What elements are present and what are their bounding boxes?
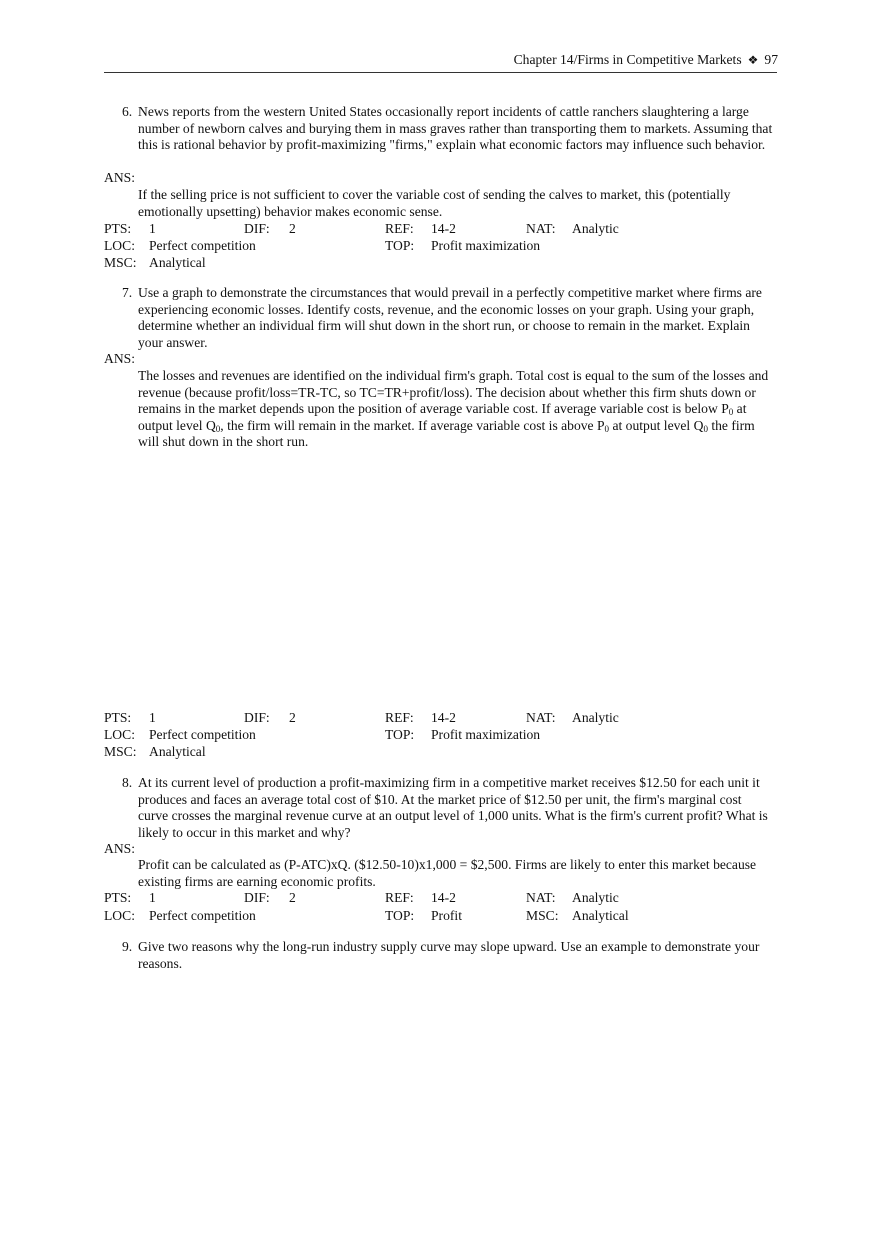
nat-value: Analytic (572, 710, 619, 725)
dif-value: 2 (289, 710, 296, 725)
loc-value: Perfect competition (149, 238, 256, 253)
subscript: 0 (728, 407, 734, 418)
loc-label: LOC: (104, 908, 135, 923)
meta-row (104, 890, 778, 907)
meta-row (104, 238, 778, 255)
meta-row (104, 221, 778, 238)
nat-value: Analytic (572, 890, 619, 905)
nat-label: NAT: (526, 890, 556, 905)
ref-label: REF: (385, 221, 414, 236)
answer-part: , the firm will remain in the market. If average variable cost is above P (220, 417, 605, 433)
dif-label: DIF: (244, 221, 270, 236)
pts-value: 1 (149, 890, 156, 905)
top-value: Profit maximization (431, 238, 541, 253)
page-header (104, 52, 778, 69)
pts-label: PTS: (104, 890, 132, 905)
nat-label: NAT: (526, 221, 556, 236)
pts-value: 1 (149, 710, 156, 725)
subscript: 0 (703, 423, 708, 434)
answer-text (138, 368, 774, 451)
chapter-title: Chapter 14/Firms in Competitive Markets (513, 52, 742, 67)
ref-label: REF: (385, 710, 414, 725)
meta-row (104, 255, 778, 272)
msc-value: Analytical (572, 908, 629, 923)
answer-text: If the selling price is not sufficient to cover the variable cost of sending the calves to market, this (potentially emotionally upsetting) behavior makes economic sense. (138, 187, 731, 219)
loc-value: Perfect competition (149, 908, 256, 923)
question-9 (122, 939, 774, 972)
nat-label: NAT: (526, 710, 556, 725)
dif-value: 2 (289, 890, 296, 905)
ref-value: 14-2 (431, 221, 456, 236)
ans-label: ANS: (104, 841, 135, 856)
dif-label: DIF: (244, 710, 270, 725)
page-number: 97 (764, 52, 778, 67)
top-value: Profit maximization (431, 727, 541, 742)
diamond-icon: ❖ (747, 53, 759, 67)
question-text: At its current level of production a profit-maximizing firm in a competitive market receives $12.50 for each unit it produces and faces an average total cost of $10. At the market price of $12.50 per unit, the firm's marginal cost curve crosses the marginal revenue curve at an output level of 1,000 units. What is the firm's current profit? What is likely to occur in this market and why? (138, 775, 768, 840)
loc-label: LOC: (104, 727, 135, 742)
answer-part: the firm will shut down in the short run. (138, 417, 755, 450)
question-number: 8. (122, 775, 133, 790)
meta-row (104, 710, 778, 727)
question-number: 9. (122, 939, 133, 954)
pts-label: PTS: (104, 221, 132, 236)
meta-row (104, 744, 778, 761)
answer-part: at output level Q (609, 417, 704, 433)
loc-label: LOC: (104, 238, 135, 253)
dif-label: DIF: (244, 890, 270, 905)
subscript: 0 (604, 423, 610, 434)
pts-value: 1 (149, 221, 156, 236)
top-label: TOP: (385, 727, 415, 742)
nat-value: Analytic (572, 221, 619, 236)
msc-label: MSC: (526, 908, 559, 923)
loc-value: Perfect competition (149, 727, 256, 742)
question-text: Use a graph to demonstrate the circumstances that would prevail in a perfectly competitive market where firms are experiencing economic losses. Identify costs, revenue, and the economic losses on your graph. Using your graph, determine whether an individual firm will shut down in the short run, or choose to remain in the market. Explain your answer. (138, 285, 762, 350)
meta-row (104, 908, 778, 925)
question-text: News reports from the western United States occasionally report incidents of cattle ranchers slaughtering a large number of newborn calves and burying them in mass graves rather than transporting them to markets. Assuming that this is rational behavior by profit-maximizing "firms," explain what economic factors may influence such behavior. (138, 104, 773, 153)
pts-label: PTS: (104, 710, 132, 725)
ref-label: REF: (385, 890, 414, 905)
msc-value: Analytical (149, 255, 206, 270)
top-label: TOP: (385, 908, 415, 923)
top-value: Profit (431, 908, 462, 923)
dif-value: 2 (289, 221, 296, 236)
answer-part: at output level Q (138, 401, 747, 433)
question-8 (122, 775, 774, 841)
ans-label: ANS: (104, 351, 135, 366)
msc-label: MSC: (104, 255, 137, 270)
top-label: TOP: (385, 238, 415, 253)
answer-text: Profit can be calculated as (P-ATC)xQ. ($12.50-10)x1,000 = $2,500. Firms are likely to enter this market because existing firms are earning economic profits. (138, 857, 757, 889)
question-number: 6. (122, 104, 133, 119)
answer-part: The losses and revenues are identified on the individual firm's graph. Total cost is equal to the sum of the losses and revenue (because profit/loss=TR-TC, so TC=TR+profit/loss). The decision about whether this firm shuts down or remains in the market depends upon the position of average variable cost. If average variable cost is below P (138, 368, 769, 417)
question-text: Give two reasons why the long-run industry supply curve may slope upward. Use an example to demonstrate your reasons. (138, 939, 760, 971)
msc-value: Analytical (149, 744, 206, 759)
header-rule (104, 72, 777, 73)
ref-value: 14-2 (431, 710, 456, 725)
question-number: 7. (122, 285, 133, 300)
meta-row (104, 727, 778, 744)
subscript: 0 (215, 423, 221, 434)
question-6 (122, 104, 774, 154)
question-7 (122, 285, 774, 351)
ref-value: 14-2 (431, 890, 456, 905)
msc-label: MSC: (104, 744, 137, 759)
ans-label: ANS: (104, 170, 135, 185)
